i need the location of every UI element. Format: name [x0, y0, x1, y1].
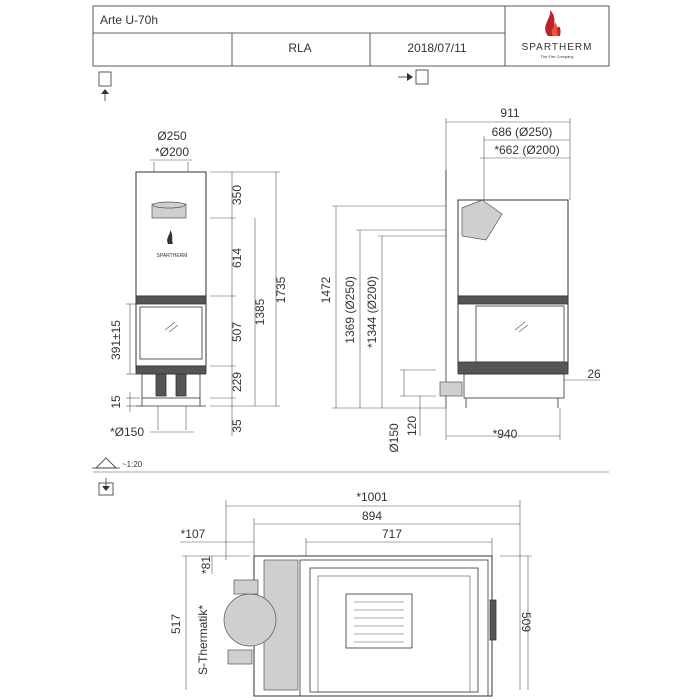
dim-1344: *1344 (Ø200) [365, 275, 379, 349]
front-logo-label: SPARTHERM [156, 253, 188, 259]
flue-inner-label: *Ø200 [154, 145, 190, 159]
dim-350: 350 [230, 184, 244, 206]
variant-label: RLA [288, 41, 312, 55]
spartherm-logo [522, 10, 593, 59]
dim-229: 229 [230, 371, 244, 393]
dim-940: *940 [492, 427, 518, 441]
dim-911: 911 [500, 106, 520, 120]
dim-1472: 1472 [319, 276, 333, 304]
front-view [109, 129, 288, 439]
flue-outer-label: Ø250 [157, 129, 187, 143]
dim-717: 717 [381, 527, 403, 541]
top-view [169, 490, 533, 696]
dim-1735: 1735 [274, 276, 288, 304]
dim-1369: 1369 (Ø250) [343, 276, 357, 344]
date-label: 2018/07/11 [407, 41, 467, 55]
brand-tagline: The Fire Company [540, 54, 574, 59]
dim-35: 35 [230, 419, 244, 433]
top-view-icon [99, 478, 113, 495]
title-block [93, 6, 609, 66]
dim-509: 509 [519, 611, 533, 633]
dim-686: 686 (Ø250) [491, 125, 553, 139]
front-view-icon [99, 72, 111, 101]
dim-894: 894 [361, 509, 383, 523]
dim-614: 614 [230, 247, 244, 269]
dim-air-dia: Ø150 [387, 423, 401, 453]
dim-26: 26 [587, 367, 601, 381]
dim-120: 120 [405, 415, 419, 437]
dim-81: *81 [199, 555, 213, 575]
scale-indicator [92, 458, 143, 469]
dim-1385: 1385 [253, 298, 267, 326]
dim-107: *107 [180, 527, 206, 541]
dim-15: 15 [109, 395, 123, 409]
brand-name: SPARTHERM [521, 42, 593, 53]
dim-517: 517 [169, 613, 183, 635]
scale-label: ~1:20 [122, 460, 143, 469]
air-inlet-label: *Ø150 [109, 425, 145, 439]
dim-507: 507 [230, 321, 244, 343]
dim-662: *662 (Ø200) [494, 143, 560, 157]
side-view [319, 106, 601, 453]
dim-1001: *1001 [356, 490, 388, 504]
model-name: Arte U-70h [100, 13, 159, 27]
thermatik-label: S-Thermatik* [196, 604, 210, 676]
side-view-icon [398, 70, 428, 84]
dim-391: 391±15 [109, 320, 123, 360]
